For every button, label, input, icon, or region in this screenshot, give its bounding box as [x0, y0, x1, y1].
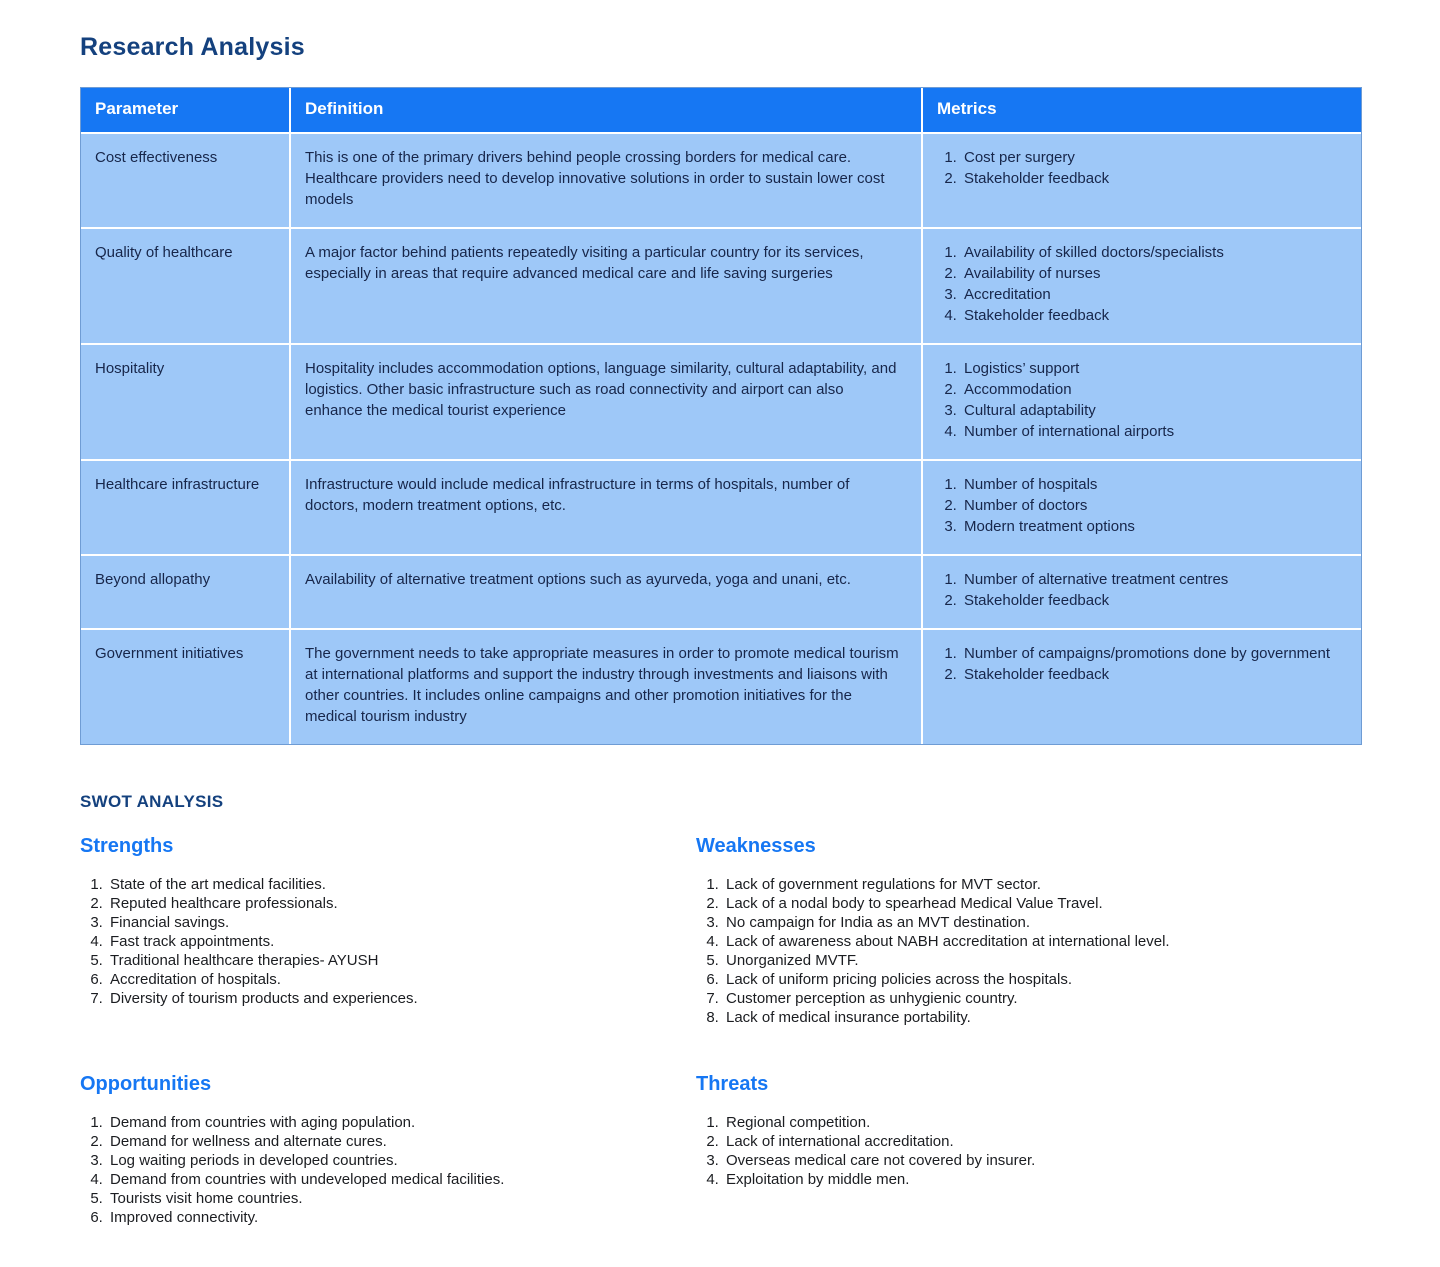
metrics-list: [937, 569, 1345, 611]
parameter-cell: Hospitality: [81, 343, 289, 459]
metric-item: 2. Accommodation: [961, 379, 1345, 400]
swot-item: 2. Lack of international accreditation.: [723, 1132, 1360, 1151]
swot-item: 5. Unorganized MVTF.: [723, 951, 1360, 970]
metric-item: 3. Cultural adaptability: [961, 400, 1345, 421]
swot-item: 4. Demand from countries with undeveloped medical facilities.: [107, 1170, 696, 1189]
swot-item: 2. Lack of a nodal body to spearhead Medical Value Travel.: [723, 894, 1360, 913]
swot-list: [696, 875, 1360, 1027]
swot-quadrant-heading: Threats: [696, 1073, 769, 1095]
metric-item: 2. Number of doctors: [961, 495, 1345, 516]
swot-quadrant-threats: [696, 1073, 1360, 1227]
swot-item: 5. Tourists visit home countries.: [107, 1189, 696, 1208]
swot-item: 1. Demand from countries with aging population.: [107, 1113, 696, 1132]
table-header-row: [81, 88, 1361, 132]
swot-item: 4. Exploitation by middle men.: [723, 1170, 1360, 1189]
swot-item: 1. Regional competition.: [723, 1113, 1360, 1132]
definition-cell: Infrastructure would include medical infrastructure in terms of hospitals, number of doctors, modern treatment options, etc.: [289, 459, 921, 554]
swot-item: 7. Diversity of tourism products and experiences.: [107, 989, 696, 1008]
parameter-cell: Cost effectiveness: [81, 132, 289, 227]
metric-item: 4. Stakeholder feedback: [961, 305, 1345, 326]
metric-item: 2. Availability of nurses: [961, 263, 1345, 284]
parameter-cell: Government initiatives: [81, 628, 289, 744]
metrics-cell: [921, 227, 1361, 343]
column-header-metrics: Metrics: [921, 88, 1361, 132]
swot-quadrant-opportunities: [80, 1073, 696, 1227]
metric-item: 4. Number of international airports: [961, 421, 1345, 442]
metrics-list: [937, 147, 1345, 189]
metric-item: 2. Stakeholder feedback: [961, 168, 1345, 189]
table-row: [81, 227, 1361, 343]
swot-grid: [80, 835, 1360, 1227]
swot-item: 8. Lack of medical insurance portability.: [723, 1008, 1360, 1027]
column-header-definition: Definition: [289, 88, 921, 132]
metric-item: 3. Modern treatment options: [961, 516, 1345, 537]
swot-quadrant-heading: Weaknesses: [696, 835, 816, 857]
metric-item: 1. Availability of skilled doctors/specialists: [961, 242, 1345, 263]
swot-quadrant-heading: Strengths: [80, 835, 174, 857]
swot-item: 4. Lack of awareness about NABH accreditation at international level.: [723, 932, 1360, 951]
analysis-table-body: [81, 132, 1361, 744]
metrics-cell: [921, 132, 1361, 227]
metrics-list: [937, 242, 1345, 326]
metric-item: 1. Cost per surgery: [961, 147, 1345, 168]
definition-cell: Availability of alternative treatment options such as ayurveda, yoga and unani, etc.: [289, 554, 921, 628]
metric-item: 1. Logistics’ support: [961, 358, 1345, 379]
definition-cell: Hospitality includes accommodation options, language similarity, cultural adaptability, and logistics. Other basic infrastructure such as road connectivity and airport can also enhance the medical tourist experience: [289, 343, 921, 459]
metrics-cell: [921, 343, 1361, 459]
swot-list: [80, 875, 696, 1008]
metrics-cell: [921, 554, 1361, 628]
metrics-cell: [921, 628, 1361, 744]
definition-cell: This is one of the primary drivers behind people crossing borders for medical care. Healthcare providers need to develop innovative solutions in order to sustain lower cost models: [289, 132, 921, 227]
metric-item: 2. Stakeholder feedback: [961, 664, 1345, 685]
swot-item: 4. Fast track appointments.: [107, 932, 696, 951]
metrics-list: [937, 643, 1345, 685]
swot-item: 2. Reputed healthcare professionals.: [107, 894, 696, 913]
swot-item: 6. Lack of uniform pricing policies across the hospitals.: [723, 970, 1360, 989]
table-row: [81, 343, 1361, 459]
swot-item: 7. Customer perception as unhygienic country.: [723, 989, 1360, 1008]
metric-item: 1. Number of campaigns/promotions done by government: [961, 643, 1345, 664]
swot-item: 6. Accreditation of hospitals.: [107, 970, 696, 989]
swot-analysis-title: SWOT ANALYSIS: [80, 792, 224, 811]
swot-quadrant-strengths: [80, 835, 696, 1027]
parameter-cell: Beyond allopathy: [81, 554, 289, 628]
definition-cell: A major factor behind patients repeatedly visiting a particular country for its services, especially in areas that require advanced medical care and life saving surgeries: [289, 227, 921, 343]
metrics-list: [937, 358, 1345, 442]
table-row: [81, 132, 1361, 227]
swot-item: 1. State of the art medical facilities.: [107, 875, 696, 894]
table-row: [81, 459, 1361, 554]
table-row: [81, 554, 1361, 628]
metrics-list: [937, 474, 1345, 537]
metric-item: 3. Accreditation: [961, 284, 1345, 305]
parameter-cell: Healthcare infrastructure: [81, 459, 289, 554]
swot-list: [80, 1113, 696, 1227]
metric-item: 1. Number of alternative treatment centres: [961, 569, 1345, 590]
page-title: Research Analysis: [80, 33, 305, 61]
metric-item: 1. Number of hospitals: [961, 474, 1345, 495]
swot-item: 3. No campaign for India as an MVT destination.: [723, 913, 1360, 932]
metric-item: 2. Stakeholder feedback: [961, 590, 1345, 611]
definition-cell: The government needs to take appropriate measures in order to promote medical tourism at international platforms and support the industry through investments and liaisons with other countries. It includes online campaigns and other promotion initiatives for the medical tourism industry: [289, 628, 921, 744]
swot-item: 5. Traditional healthcare therapies- AYUSH: [107, 951, 696, 970]
parameter-cell: Quality of healthcare: [81, 227, 289, 343]
swot-item: 2. Demand for wellness and alternate cures.: [107, 1132, 696, 1151]
swot-item: 6. Improved connectivity.: [107, 1208, 696, 1227]
column-header-parameter: Parameter: [81, 88, 289, 132]
swot-item: 3. Log waiting periods in developed countries.: [107, 1151, 696, 1170]
swot-quadrant-heading: Opportunities: [80, 1073, 212, 1095]
swot-item: 3. Overseas medical care not covered by insurer.: [723, 1151, 1360, 1170]
research-analysis-table: [80, 87, 1362, 745]
swot-quadrant-weaknesses: [696, 835, 1360, 1027]
swot-item: 1. Lack of government regulations for MVT sector.: [723, 875, 1360, 894]
metrics-cell: [921, 459, 1361, 554]
table-row: [81, 628, 1361, 744]
swot-list: [696, 1113, 1360, 1189]
swot-item: 3. Financial savings.: [107, 913, 696, 932]
